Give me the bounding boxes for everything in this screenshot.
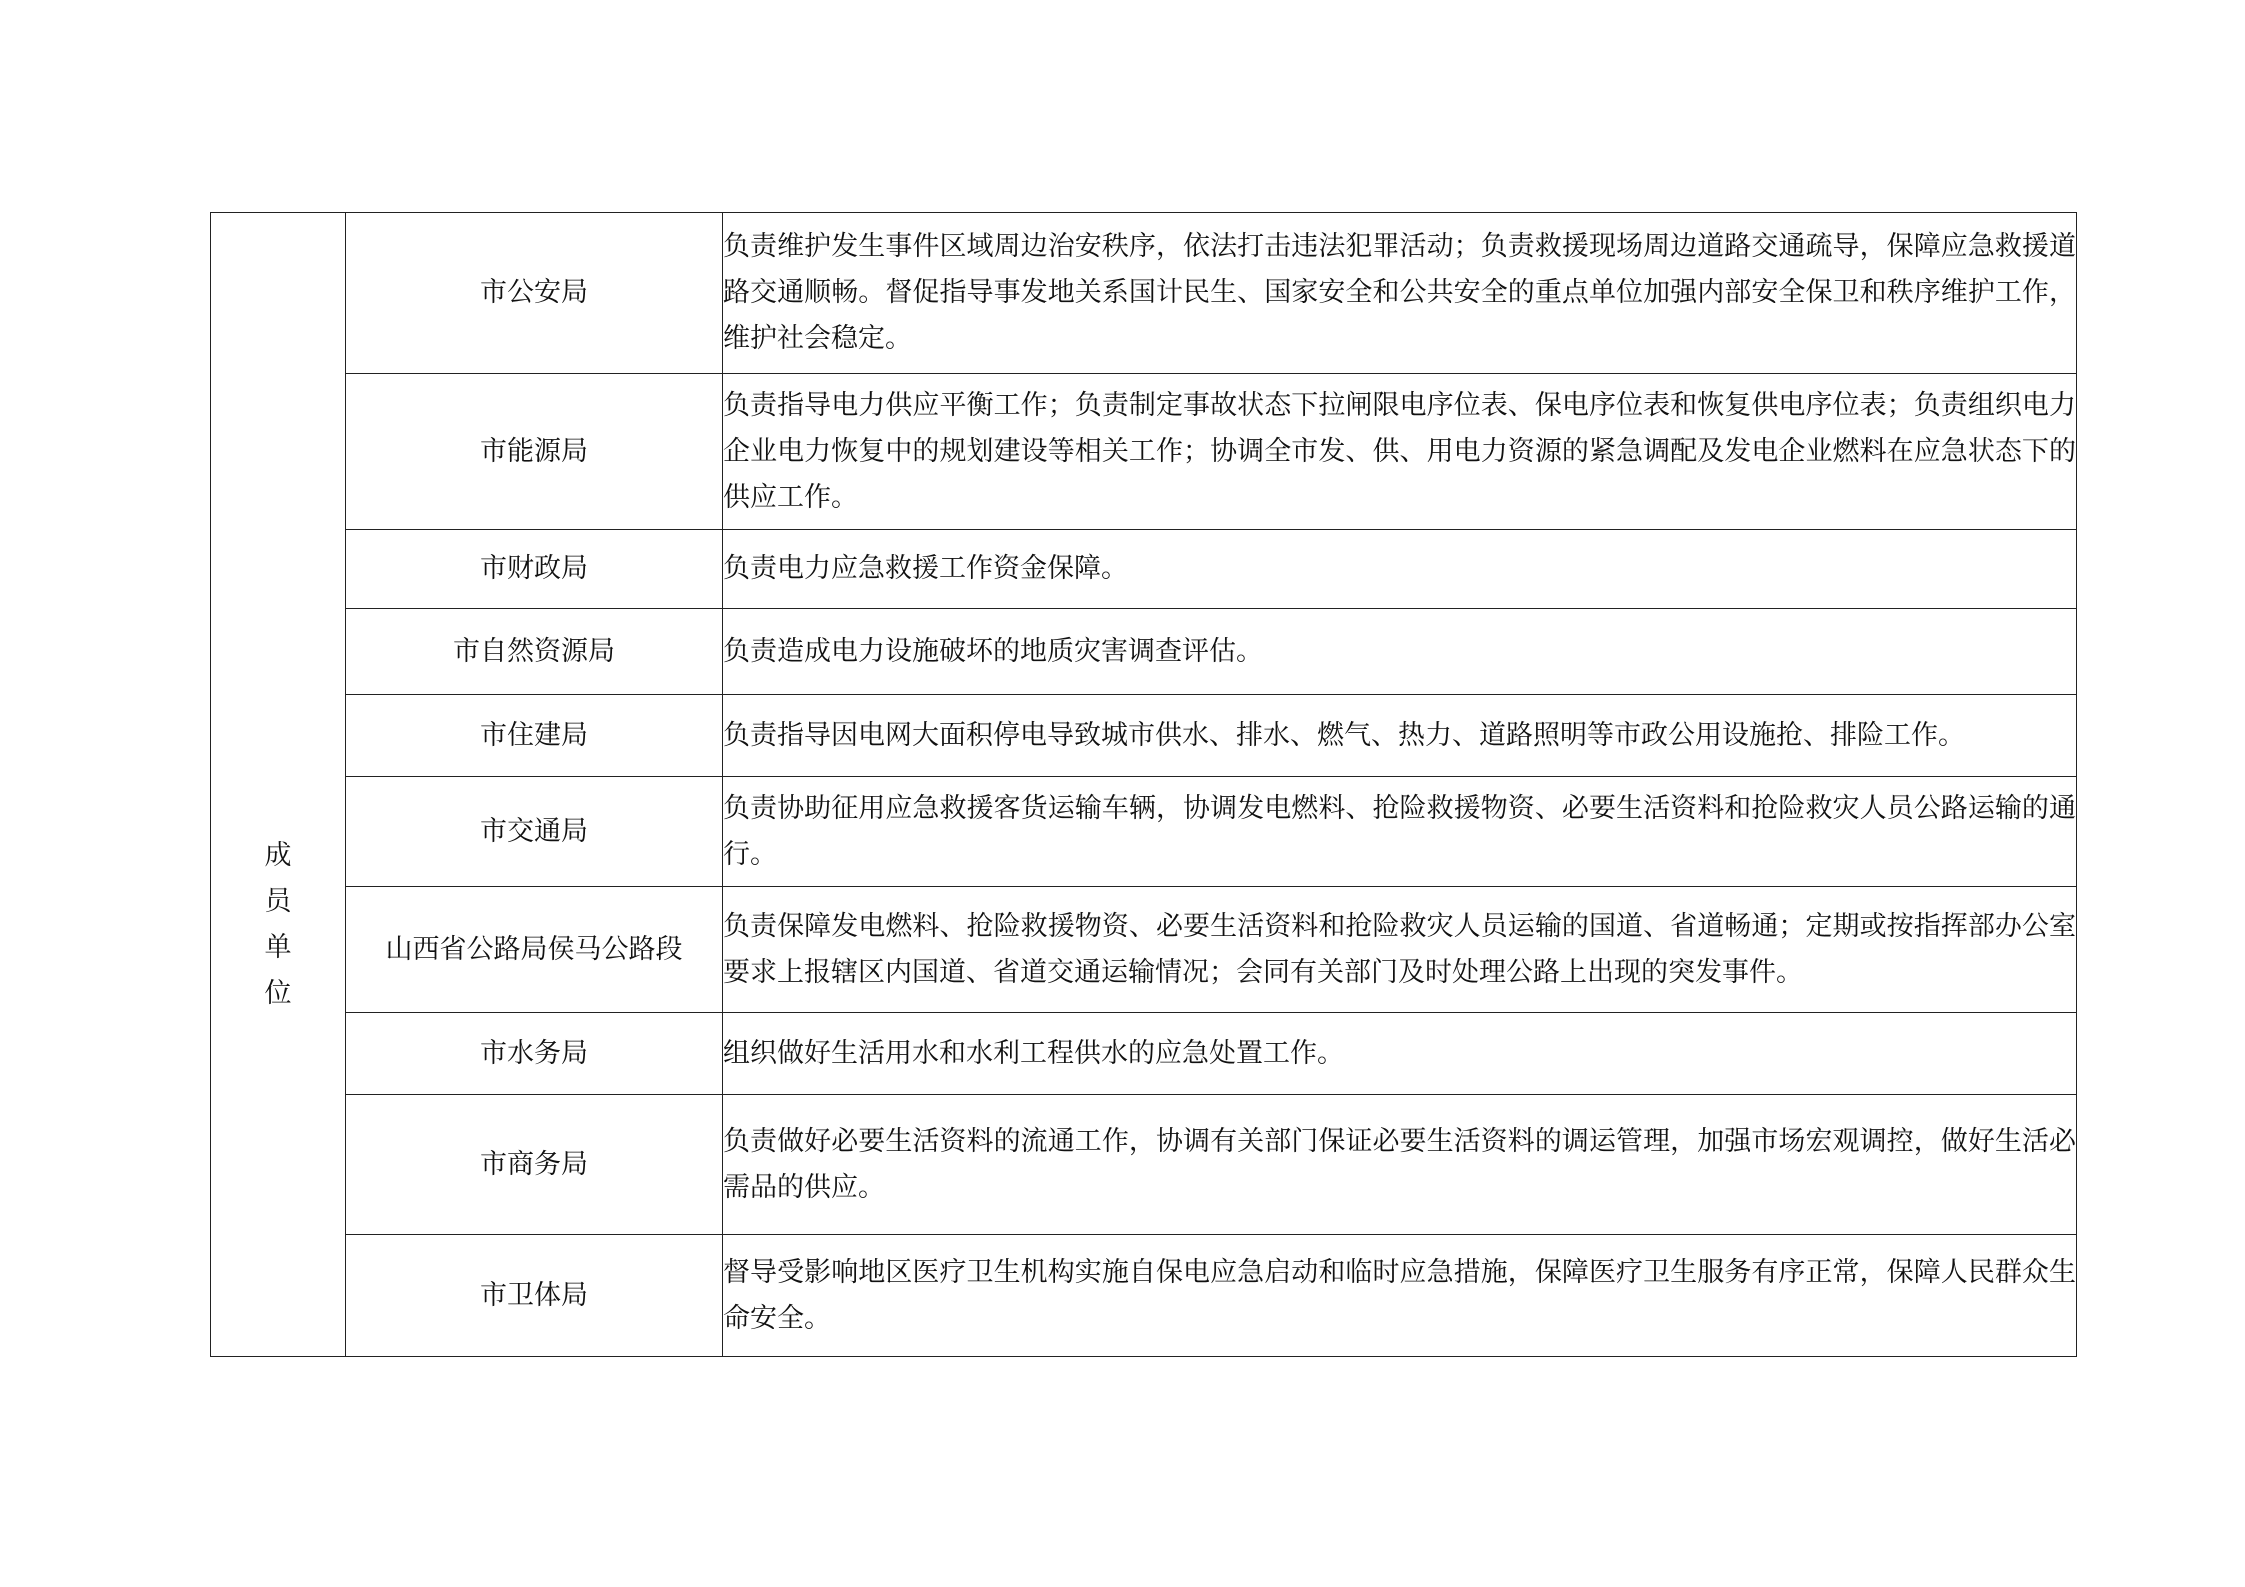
table-row — [211, 530, 2077, 609]
table-row — [211, 695, 2077, 777]
member-units-table — [210, 212, 2077, 1357]
table-row — [211, 1235, 2077, 1357]
table-row — [211, 213, 2077, 374]
unit-name: 市卫体局 — [346, 1235, 723, 1357]
table-row — [211, 609, 2077, 695]
unit-name: 市住建局 — [346, 695, 723, 777]
unit-name: 市水务局 — [346, 1013, 723, 1095]
duty-text: 负责造成电力设施破坏的地质灾害调查评估。 — [723, 609, 2077, 695]
unit-name: 市公安局 — [346, 213, 723, 374]
unit-name: 市交通局 — [346, 777, 723, 887]
duty-text: 组织做好生活用水和水利工程供水的应急处置工作。 — [723, 1013, 2077, 1095]
group-cell — [211, 213, 346, 1357]
duty-text: 负责电力应急救援工作资金保障。 — [723, 530, 2077, 609]
duty-text: 负责指导因电网大面积停电导致城市供水、排水、燃气、热力、道路照明等市政公用设施抢、排险工作。 — [723, 695, 2077, 777]
table-row — [211, 1095, 2077, 1235]
table-row — [211, 777, 2077, 887]
table-row — [211, 374, 2077, 530]
unit-name: 市财政局 — [346, 530, 723, 609]
duty-text: 负责维护发生事件区域周边治安秩序，依法打击违法犯罪活动；负责救援现场周边道路交通疏导，保障应急救援道路交通顺畅。督促指导事发地关系国计民生、国家安全和公共安全的重点单位加强内部安全保卫和秩序维护工作，维护社会稳定。 — [723, 213, 2077, 374]
unit-name: 市能源局 — [346, 374, 723, 530]
table-row — [211, 887, 2077, 1013]
duty-text: 负责指导电力供应平衡工作；负责制定事故状态下拉闸限电序位表、保电序位表和恢复供电序位表；负责组织电力企业电力恢复中的规划建设等相关工作；协调全市发、供、用电力资源的紧急调配及发电企业燃料在应急状态下的供应工作。 — [723, 374, 2077, 530]
duty-text: 负责保障发电燃料、抢险救援物资、必要生活资料和抢险救灾人员运输的国道、省道畅通；定期或按指挥部办公室要求上报辖区内国道、省道交通运输情况；会同有关部门及时处理公路上出现的突发事件。 — [723, 887, 2077, 1013]
duty-text: 负责协助征用应急救援客货运输车辆，协调发电燃料、抢险救援物资、必要生活资料和抢险救灾人员公路运输的通行。 — [723, 777, 2077, 887]
duty-text: 负责做好必要生活资料的流通工作，协调有关部门保证必要生活资料的调运管理，加强市场宏观调控，做好生活必需品的供应。 — [723, 1095, 2077, 1235]
unit-name: 山西省公路局侯马公路段 — [346, 887, 723, 1013]
duty-text: 督导受影响地区医疗卫生机构实施自保电应急启动和临时应急措施，保障医疗卫生服务有序正常，保障人民群众生命安全。 — [723, 1235, 2077, 1357]
group-label: 成员单位 — [264, 839, 292, 1009]
table-row — [211, 1013, 2077, 1095]
unit-name: 市商务局 — [346, 1095, 723, 1235]
unit-name: 市自然资源局 — [346, 609, 723, 695]
